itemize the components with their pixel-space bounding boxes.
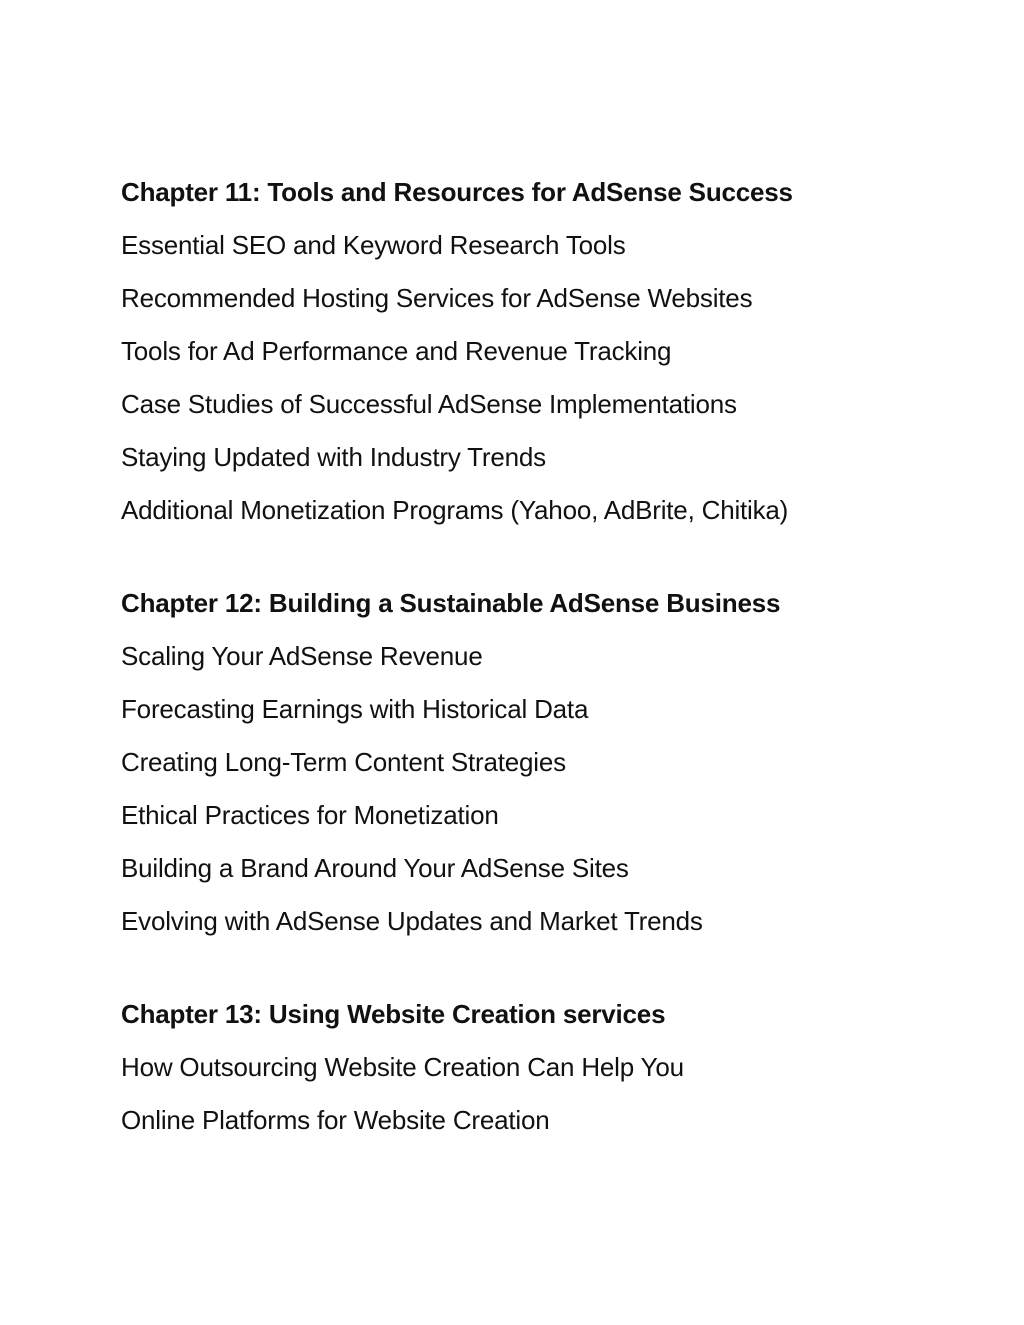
section-list	[121, 225, 981, 530]
section-item: Tools for Ad Performance and Revenue Tracking	[121, 336, 672, 366]
section-list	[121, 1047, 981, 1140]
section-item: Scaling Your AdSense Revenue	[121, 641, 483, 671]
chapter-12	[121, 583, 981, 941]
chapter-13	[121, 994, 981, 1140]
section-list	[121, 636, 981, 941]
chapter-title: Chapter 13: Using Website Creation services	[121, 999, 666, 1029]
section-item: Evolving with AdSense Updates and Market Trends	[121, 906, 703, 936]
section-item: Case Studies of Successful AdSense Implementations	[121, 389, 737, 419]
section-item: Recommended Hosting Services for AdSense Websites	[121, 283, 753, 313]
section-item: Creating Long-Term Content Strategies	[121, 747, 566, 777]
section-item: Additional Monetization Programs (Yahoo, AdBrite, Chitika)	[121, 495, 789, 525]
section-item: Building a Brand Around Your AdSense Sites	[121, 853, 629, 883]
section-item: Ethical Practices for Monetization	[121, 800, 499, 830]
section-item: Essential SEO and Keyword Research Tools	[121, 230, 626, 260]
section-item: Online Platforms for Website Creation	[121, 1105, 550, 1135]
section-item: How Outsourcing Website Creation Can Help You	[121, 1052, 684, 1082]
section-item: Staying Updated with Industry Trends	[121, 442, 546, 472]
chapter-title: Chapter 11: Tools and Resources for AdSense Success	[121, 177, 793, 207]
chapter-title: Chapter 12: Building a Sustainable AdSense Business	[121, 588, 781, 618]
table-of-contents	[121, 172, 981, 1193]
section-item: Forecasting Earnings with Historical Data	[121, 694, 589, 724]
chapter-11	[121, 172, 981, 530]
